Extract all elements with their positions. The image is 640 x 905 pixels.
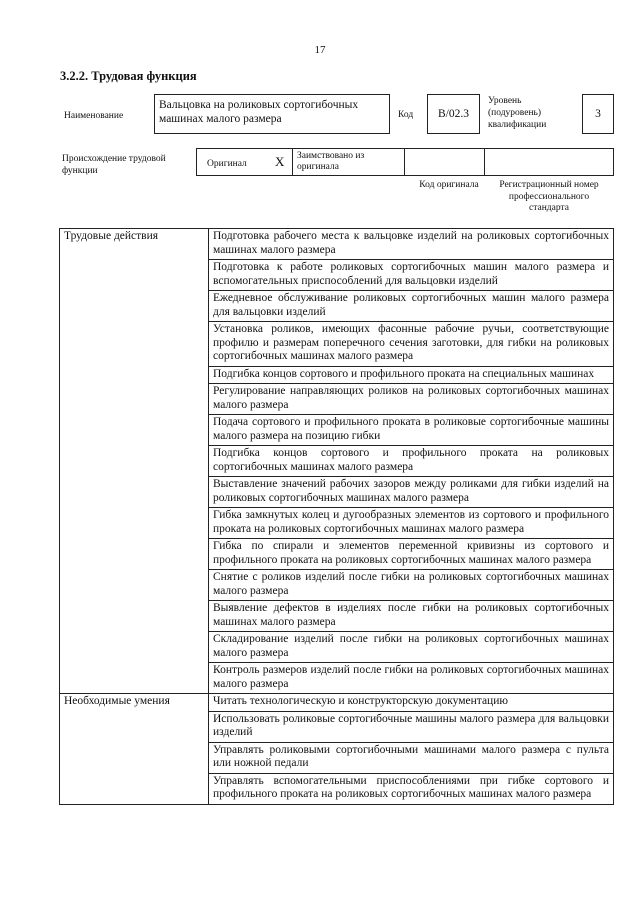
code-original-caption: Код оригинала: [419, 180, 479, 190]
labor-actions-item: Подготовка к работе роликовых сортогибочных машин малого размера и вспомогательных приспособлений для вальцовки изделий: [209, 260, 614, 291]
labor-actions-title: Трудовые действия: [60, 229, 209, 694]
required-skills-item: Читать технологическую и конструкторскую документацию: [209, 694, 614, 712]
labor-actions-item: Ежедневное обслуживание роликовых сортогибочных машин малого размера для вальцовки изделий: [209, 291, 614, 322]
labor-function-table: [59, 228, 614, 805]
origin-label-line1: Происхождение трудовой: [62, 154, 166, 164]
required-skills-item: Управлять роликовыми сортогибочными машинами малого размера с пульта или ножной педали: [209, 742, 614, 773]
borrowed-label: [297, 151, 364, 173]
origin-original-cell: [197, 149, 293, 175]
labor-actions-item: Выставление значений рабочих зазоров между роликами для гибки изделий на роликовых сортогибочных машинах малого размера: [209, 477, 614, 508]
reg-number-caption-line3: стандарта: [529, 203, 569, 213]
required-skills-title: Необходимые умения: [60, 694, 209, 805]
section-title: 3.2.2. Трудовая функция: [60, 69, 197, 83]
origin-code-cell: [405, 149, 485, 175]
level-label-line3: квалификации: [488, 120, 547, 130]
table-row: [60, 229, 614, 260]
labor-actions-item: Гибка по спирали и элементов переменной кривизны из сортового и профильного проката на роликовых сортогибочных машинах малого размера: [209, 539, 614, 570]
labor-actions-item: Выявление дефектов в изделиях после гибки на роликовых сортогибочных машинах малого размера: [209, 601, 614, 632]
borrowed-label-line1: Заимствовано из: [297, 151, 365, 161]
page-number: 17: [314, 44, 326, 56]
original-label: Оригинал: [207, 159, 247, 169]
code-value: B/02.3: [427, 94, 480, 134]
labor-actions-item: Подгибка концов сортового и профильного проката на роликовых сортогибочных машинах малого размера: [209, 446, 614, 477]
labor-actions-item: Контроль размеров изделий после гибки на роликовых сортогибочных машинах малого размера: [209, 663, 614, 694]
reg-number-caption-line2: профессионального: [508, 191, 590, 202]
labor-actions-item: Регулирование направляющих роликов на роликовых сортогибочных машинах малого размера: [209, 384, 614, 415]
origin-label-line2: функции: [62, 166, 98, 176]
table-row: [60, 694, 614, 712]
labor-actions-item: Складирование изделий после гибки на роликовых сортогибочных машинах малого размера: [209, 632, 614, 663]
level-label-line1: Уровень: [488, 96, 522, 106]
labor-actions-item: Подача сортового и профильного проката в роликовые сортогибочные машины малого размера на позицию гибки: [209, 415, 614, 446]
origin-reg-number-cell: [485, 149, 615, 175]
level-label-line2: (подуровень): [488, 108, 542, 118]
labor-actions-item: Подгибка концов сортового и профильного проката на специальных машинах: [209, 366, 614, 384]
function-name-value: Вальцовка на роликовых сортогибочных машинах малого размера: [154, 94, 390, 134]
labor-function-table-body: [60, 229, 614, 805]
labor-actions-item: Установка роликов, имеющих фасонные рабочие ручьи, соответствующие профилю и размерам поперечного сечения заготовки, для гибки на роликовых сортогибочных машинах малого размера: [209, 322, 614, 367]
level-label: [488, 95, 546, 131]
origin-borrowed-cell: [293, 149, 405, 175]
borrowed-label-line2: оригинала: [297, 162, 339, 172]
original-mark: X: [275, 154, 285, 169]
origin-row: [196, 148, 614, 176]
required-skills-item: Управлять вспомогательными приспособлениями при гибке сортового и профильного проката на роликовых сортогибочных машинах малого размера: [209, 773, 614, 804]
reg-number-caption: [490, 180, 608, 215]
required-skills-item: Использовать роликовые сортогибочные машины малого размера для вальцовки изделий: [209, 711, 614, 742]
reg-number-caption-line1: Регистрационный номер: [499, 180, 599, 190]
code-label: Код: [398, 110, 414, 120]
origin-label: [62, 153, 166, 177]
labor-actions-item: Снятие с роликов изделий после гибки на роликовых сортогибочных машинах малого размера: [209, 570, 614, 601]
labor-actions-item: Гибка замкнутых колец и дугообразных элементов из сортового и профильного проката на роликовых сортогибочных машинах малого размера: [209, 508, 614, 539]
name-label: Наименование: [64, 111, 124, 121]
labor-actions-item: Подготовка рабочего места к вальцовке изделий на роликовых сортогибочных машинах малого размера: [209, 229, 614, 260]
level-value: 3: [582, 94, 614, 134]
